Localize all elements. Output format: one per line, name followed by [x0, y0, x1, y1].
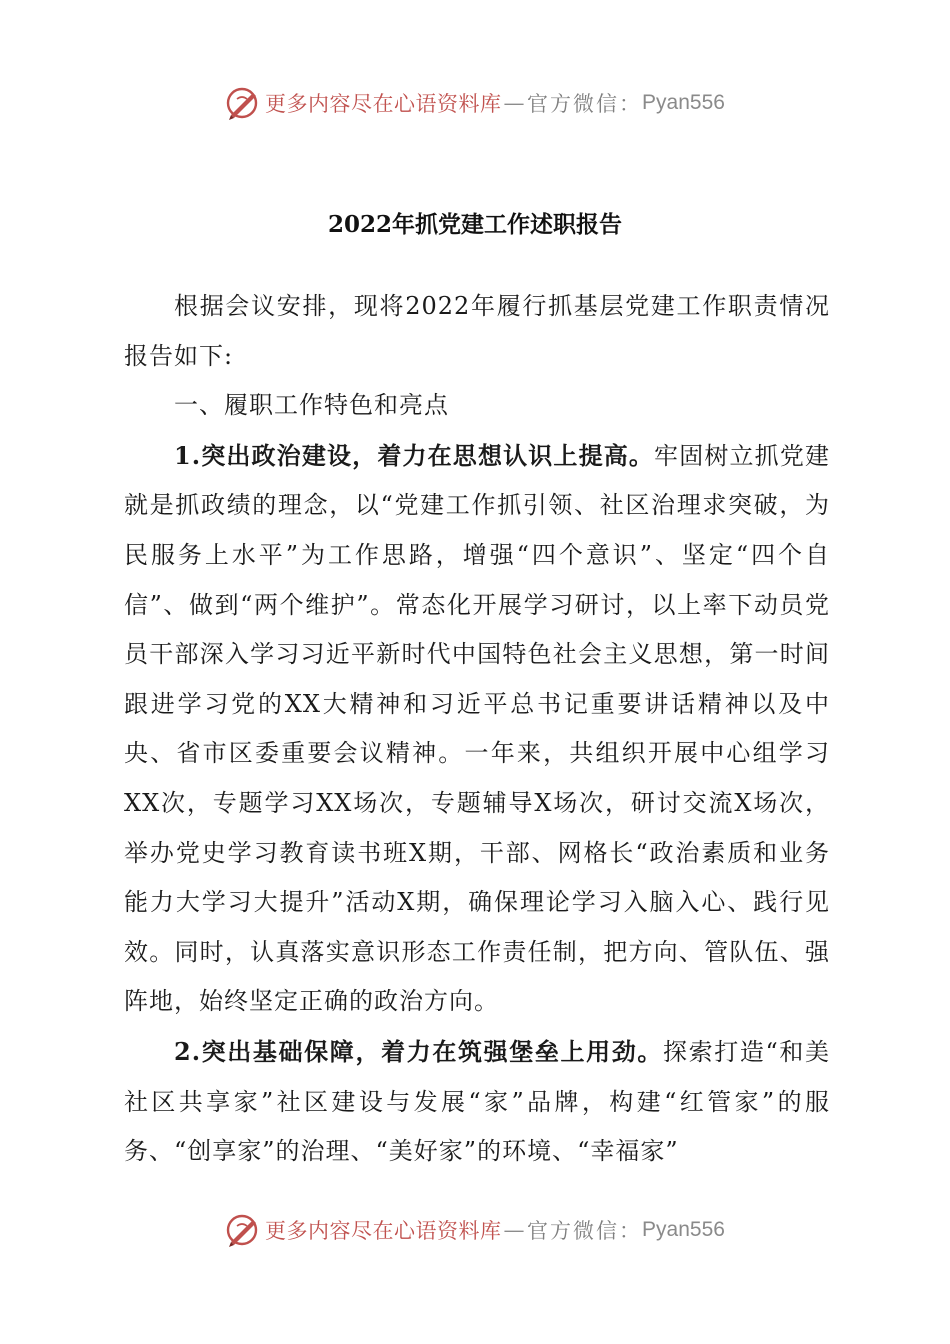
intro-paragraph: 根据会议安排，现将2022年履行抓基层党建工作职责情况报告如下: — [124, 292, 830, 370]
watermark-label: 官方微信： — [527, 92, 643, 116]
document-title: 2022年抓党建工作述职报告 — [327, 211, 622, 238]
pen-logo-icon — [225, 85, 261, 121]
watermark-text: 更多内容尽在心语资料库 — [265, 92, 502, 116]
watermark-banner-top — [0, 83, 950, 123]
item-paragraph — [124, 431, 830, 1027]
watermark-label: 官方微信： — [527, 1219, 643, 1243]
item-lead: 1.突出政治建设，着力在思想认识上提高。 — [174, 440, 655, 470]
watermark-banner-bottom — [0, 1210, 950, 1250]
section-heading: 一、履职工作特色和亮点 — [174, 391, 449, 420]
item-body: 牢固树立抓党建就是抓政绩的理念，以“党建工作抓引领、社区治理求突破，为民服务上水平”为工作思路，增强“四个意识”、坚定“四个自信”、做到“两个维护”。常态化开展学习研讨，以上率下动员党员干部深入学习习近平新时代中国特色社会主义思想，第一时间跟进学习党的XX大精神和习近平总书记重要讲话精神以及中央、省市区委重要会议精神。一年来，共组织开展中心组学习XX次，专题学习XX场次，专题辅导X场次，研讨交流X场次，举办党史学习教育读书班X期，干部、网格长“政治素质和业务能力大学习大提升”活动X期，确保理论学习入脑入心、践行见效。同时，认真落实意识形态工作责任制，把方向、管队伍、强阵地，始终坚定正确的政治方向。 — [124, 441, 830, 1016]
item-body: 探索打造“和美社区共享家”社区建设与发展“家”品牌，构建“红管家”的服务、“创享家”的治理、“美好家”的环境、“幸福家” — [124, 1037, 830, 1166]
document-body — [124, 282, 830, 1177]
watermark-id: Pyan556 — [642, 91, 725, 114]
watermark-dash: — — [503, 91, 526, 115]
item-paragraph — [124, 1027, 830, 1177]
watermark-text: 更多内容尽在心语资料库 — [265, 1219, 502, 1243]
watermark-id: Pyan556 — [642, 1218, 725, 1241]
item-lead: 2.突出基础保障，着力在筑强堡垒上用劲。 — [174, 1036, 663, 1066]
watermark-dash: — — [503, 1218, 526, 1242]
pen-logo-icon — [225, 1212, 261, 1248]
